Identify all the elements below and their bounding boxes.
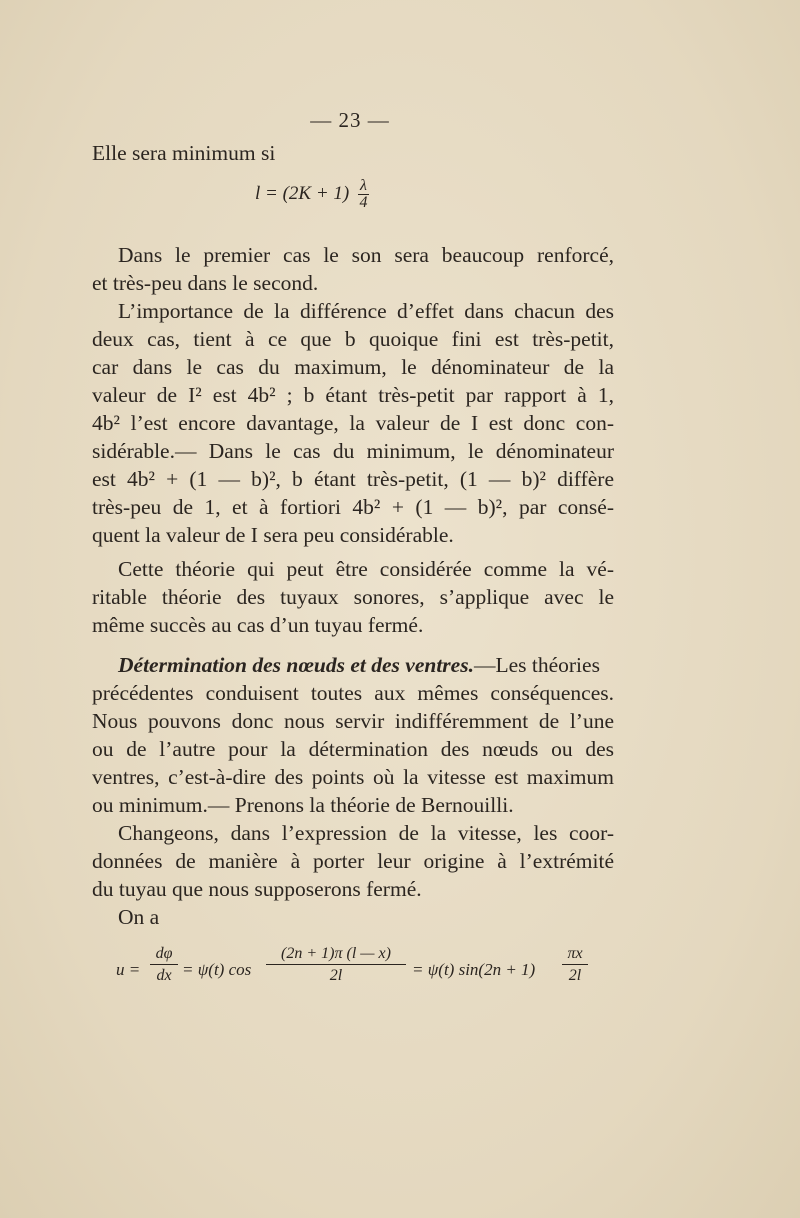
text-line: quent la valeur de I sera peu considérable.: [92, 523, 454, 547]
fraction-numerator: λ: [360, 177, 367, 194]
fraction-sin-argument: [562, 944, 588, 987]
text-line: Elle sera minimum si: [92, 141, 276, 165]
page-number: — 23 —: [310, 108, 390, 132]
text-line: Nous pouvons donc nous servir indifféremment de l’une: [92, 709, 614, 733]
fraction-denominator: 4: [359, 194, 368, 211]
text-line: sidérable.— Dans le cas du minimum, le dénominateur: [92, 439, 614, 463]
fraction-numerator: (2n + 1)π (l — x): [266, 944, 406, 965]
text-line: deux cas, tient à ce que b quoique fini est très-petit,: [92, 327, 614, 351]
text-line: est 4b² + (1 — b)², b étant très-petit, (1 — b)² diffère: [92, 467, 614, 491]
formula-l-minimum: [255, 178, 369, 211]
text-line: et très-peu dans le second.: [92, 271, 319, 295]
formula-fraction: [358, 178, 369, 211]
text-line: ou de l’autre pour la détermination des nœuds ou des: [92, 737, 614, 761]
fraction-dphi-dx: [150, 944, 178, 987]
text-line: Changeons, dans l’expression de la vitesse, les coor-: [118, 821, 614, 845]
formula-sin-term: = ψ(t) sin(2n + 1): [412, 960, 536, 979]
formula-cos-term: = ψ(t) cos: [182, 960, 252, 979]
text-line: même succès au cas d’un tuyau fermé.: [92, 613, 424, 637]
text-line: ventres, c’est-à-dire des points où la vitesse est maximum: [92, 765, 614, 789]
text-line: valeur de I² est 4b² ; b étant très-petit par rapport à 1,: [92, 383, 614, 407]
fraction-numerator: dφ: [150, 944, 178, 965]
formula-u: u =: [116, 960, 141, 979]
fraction-numerator: πx: [562, 944, 588, 965]
text-line: du tuyau que nous supposerons fermé.: [92, 877, 422, 901]
text-line: données de manière à porter leur origine à l’extrémité: [92, 849, 614, 873]
fraction-denominator: dx: [156, 967, 172, 984]
fraction-cos-argument: [266, 944, 406, 987]
text-run: —Les théories: [473, 653, 600, 677]
text-line: On a: [118, 905, 160, 929]
section-heading: Détermination des nœuds et des ventres.: [118, 653, 474, 677]
text-line: Dans le premier cas le son sera beaucoup renforcé,: [118, 243, 614, 267]
text-line: Cette théorie qui peut être considérée comme la vé-: [118, 557, 614, 581]
fraction-denominator: 2l: [568, 967, 582, 984]
text-line: précédentes conduisent toutes aux mêmes conséquences.: [92, 681, 614, 705]
text-line: L’importance de la différence d’effet dans chacun des: [118, 299, 614, 323]
text-line: ritable théorie des tuyaux sonores, s’applique avec le: [92, 585, 614, 609]
fraction-denominator: 2l: [329, 967, 343, 984]
text-line: car dans le cas du maximum, le dénominateur de la: [92, 355, 614, 379]
formula-lhs: l = (2K + 1): [255, 182, 350, 204]
text-line: très-peu de 1, et à fortiori 4b² + (1 — b)², par consé-: [92, 495, 614, 519]
text-line: ou minimum.— Prenons la théorie de Bernouilli.: [92, 793, 514, 817]
formula-velocity: [116, 944, 616, 1000]
text-line: 4b² l’est encore davantage, la valeur de I est donc con-: [92, 411, 614, 435]
section-heading-line: [118, 652, 614, 679]
